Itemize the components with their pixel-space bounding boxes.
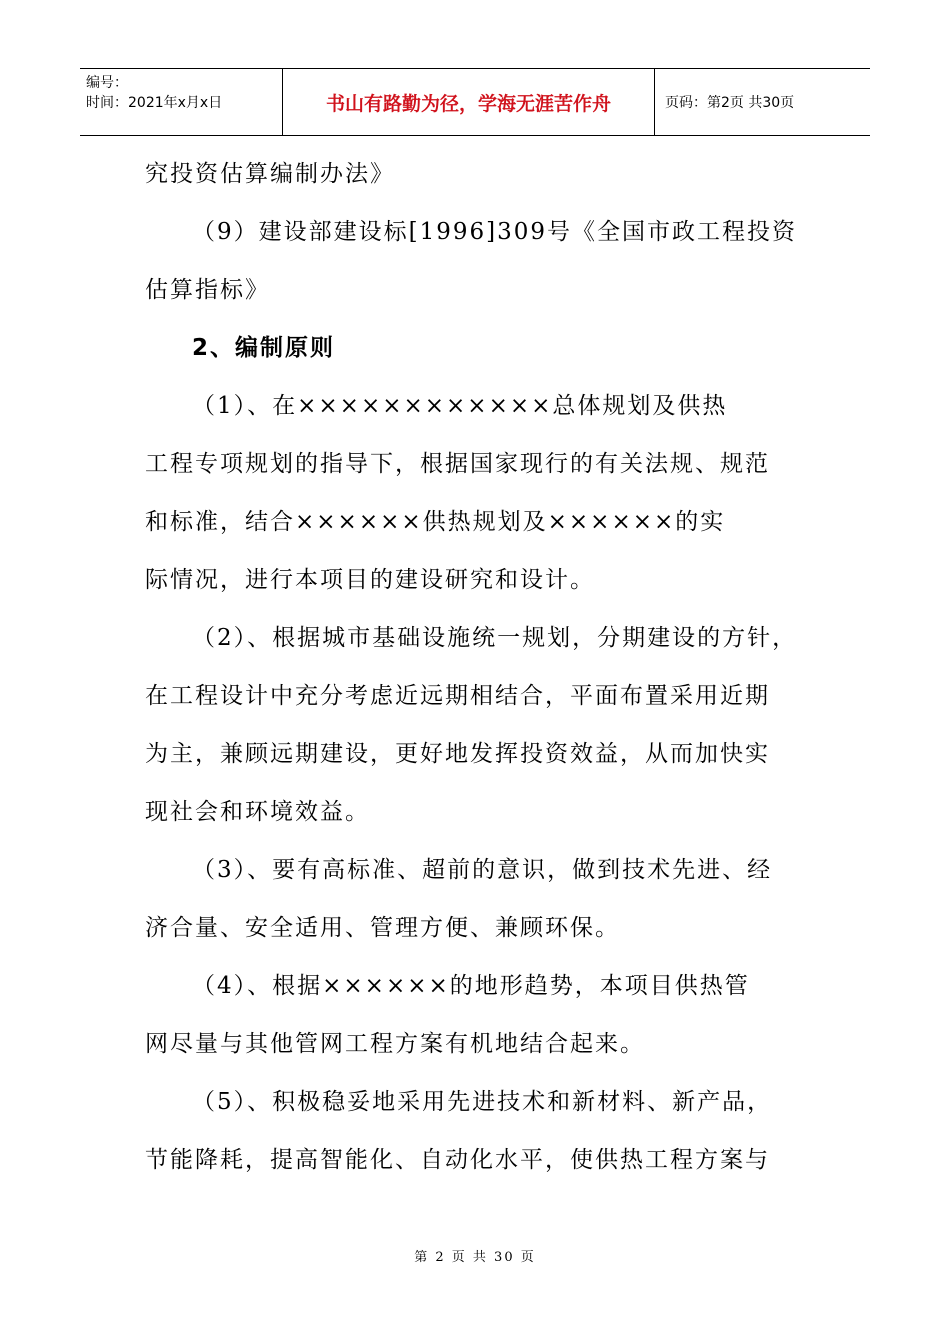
text-line: 工程专项规划的指导下，根据国家现行的有关法规、规范 <box>145 451 770 477</box>
text-line: 在工程设计中充分考虑近远期相结合，平面布置采用近期 <box>145 683 770 709</box>
text-line: （1）、在××××××××××××总体规划及供热 <box>192 393 728 419</box>
text-line: （3）、要有高标准、超前的意识，做到技术先进、经 <box>192 857 773 883</box>
text-line: 网尽量与其他管网工程方案有机地结合起来。 <box>145 1031 645 1057</box>
page-header <box>80 68 870 136</box>
header-meta <box>80 69 283 135</box>
text-line: 际情况，进行本项目的建设研究和设计。 <box>145 567 595 593</box>
header-page-info: 页码：第2页 共30页 <box>665 95 795 111</box>
section-heading: 2、编制原则 <box>192 335 336 361</box>
text-line: 究投资估算编制办法》 <box>145 161 395 187</box>
time-label: 时间：2021年x月x日 <box>86 95 223 111</box>
text-line: 节能降耗，提高智能化、自动化水平，使供热工程方案与 <box>145 1147 770 1173</box>
text-line: 和标准，结合××××××供热规划及××××××的实 <box>145 509 726 535</box>
text-line: （5）、积极稳妥地采用先进技术和新材料、新产品， <box>192 1089 773 1115</box>
text-line: （4）、根据××××××的地形趋势，本项目供热管 <box>192 973 750 999</box>
header-motto: 书山有路勤为径，学海无涯苦作舟 <box>283 69 655 135</box>
text-line: 估算指标》 <box>145 277 270 303</box>
text-line: 济合量、安全适用、管理方便、兼顾环保。 <box>145 915 620 941</box>
text-line: （9）建设部建设标[1996]309号《全国市政工程投资 <box>192 219 798 245</box>
text-line: （2）、根据城市基础设施统一规划，分期建设的方针， <box>192 625 798 651</box>
page-footer: 第 2 页 共 30 页 <box>414 1250 536 1265</box>
text-line: 现社会和环境效益。 <box>145 799 370 825</box>
text-line: 为主，兼顾远期建设，更好地发挥投资效益，从而加快实 <box>145 741 770 767</box>
document-body <box>145 150 815 1194</box>
number-label: 编号： <box>86 75 128 91</box>
